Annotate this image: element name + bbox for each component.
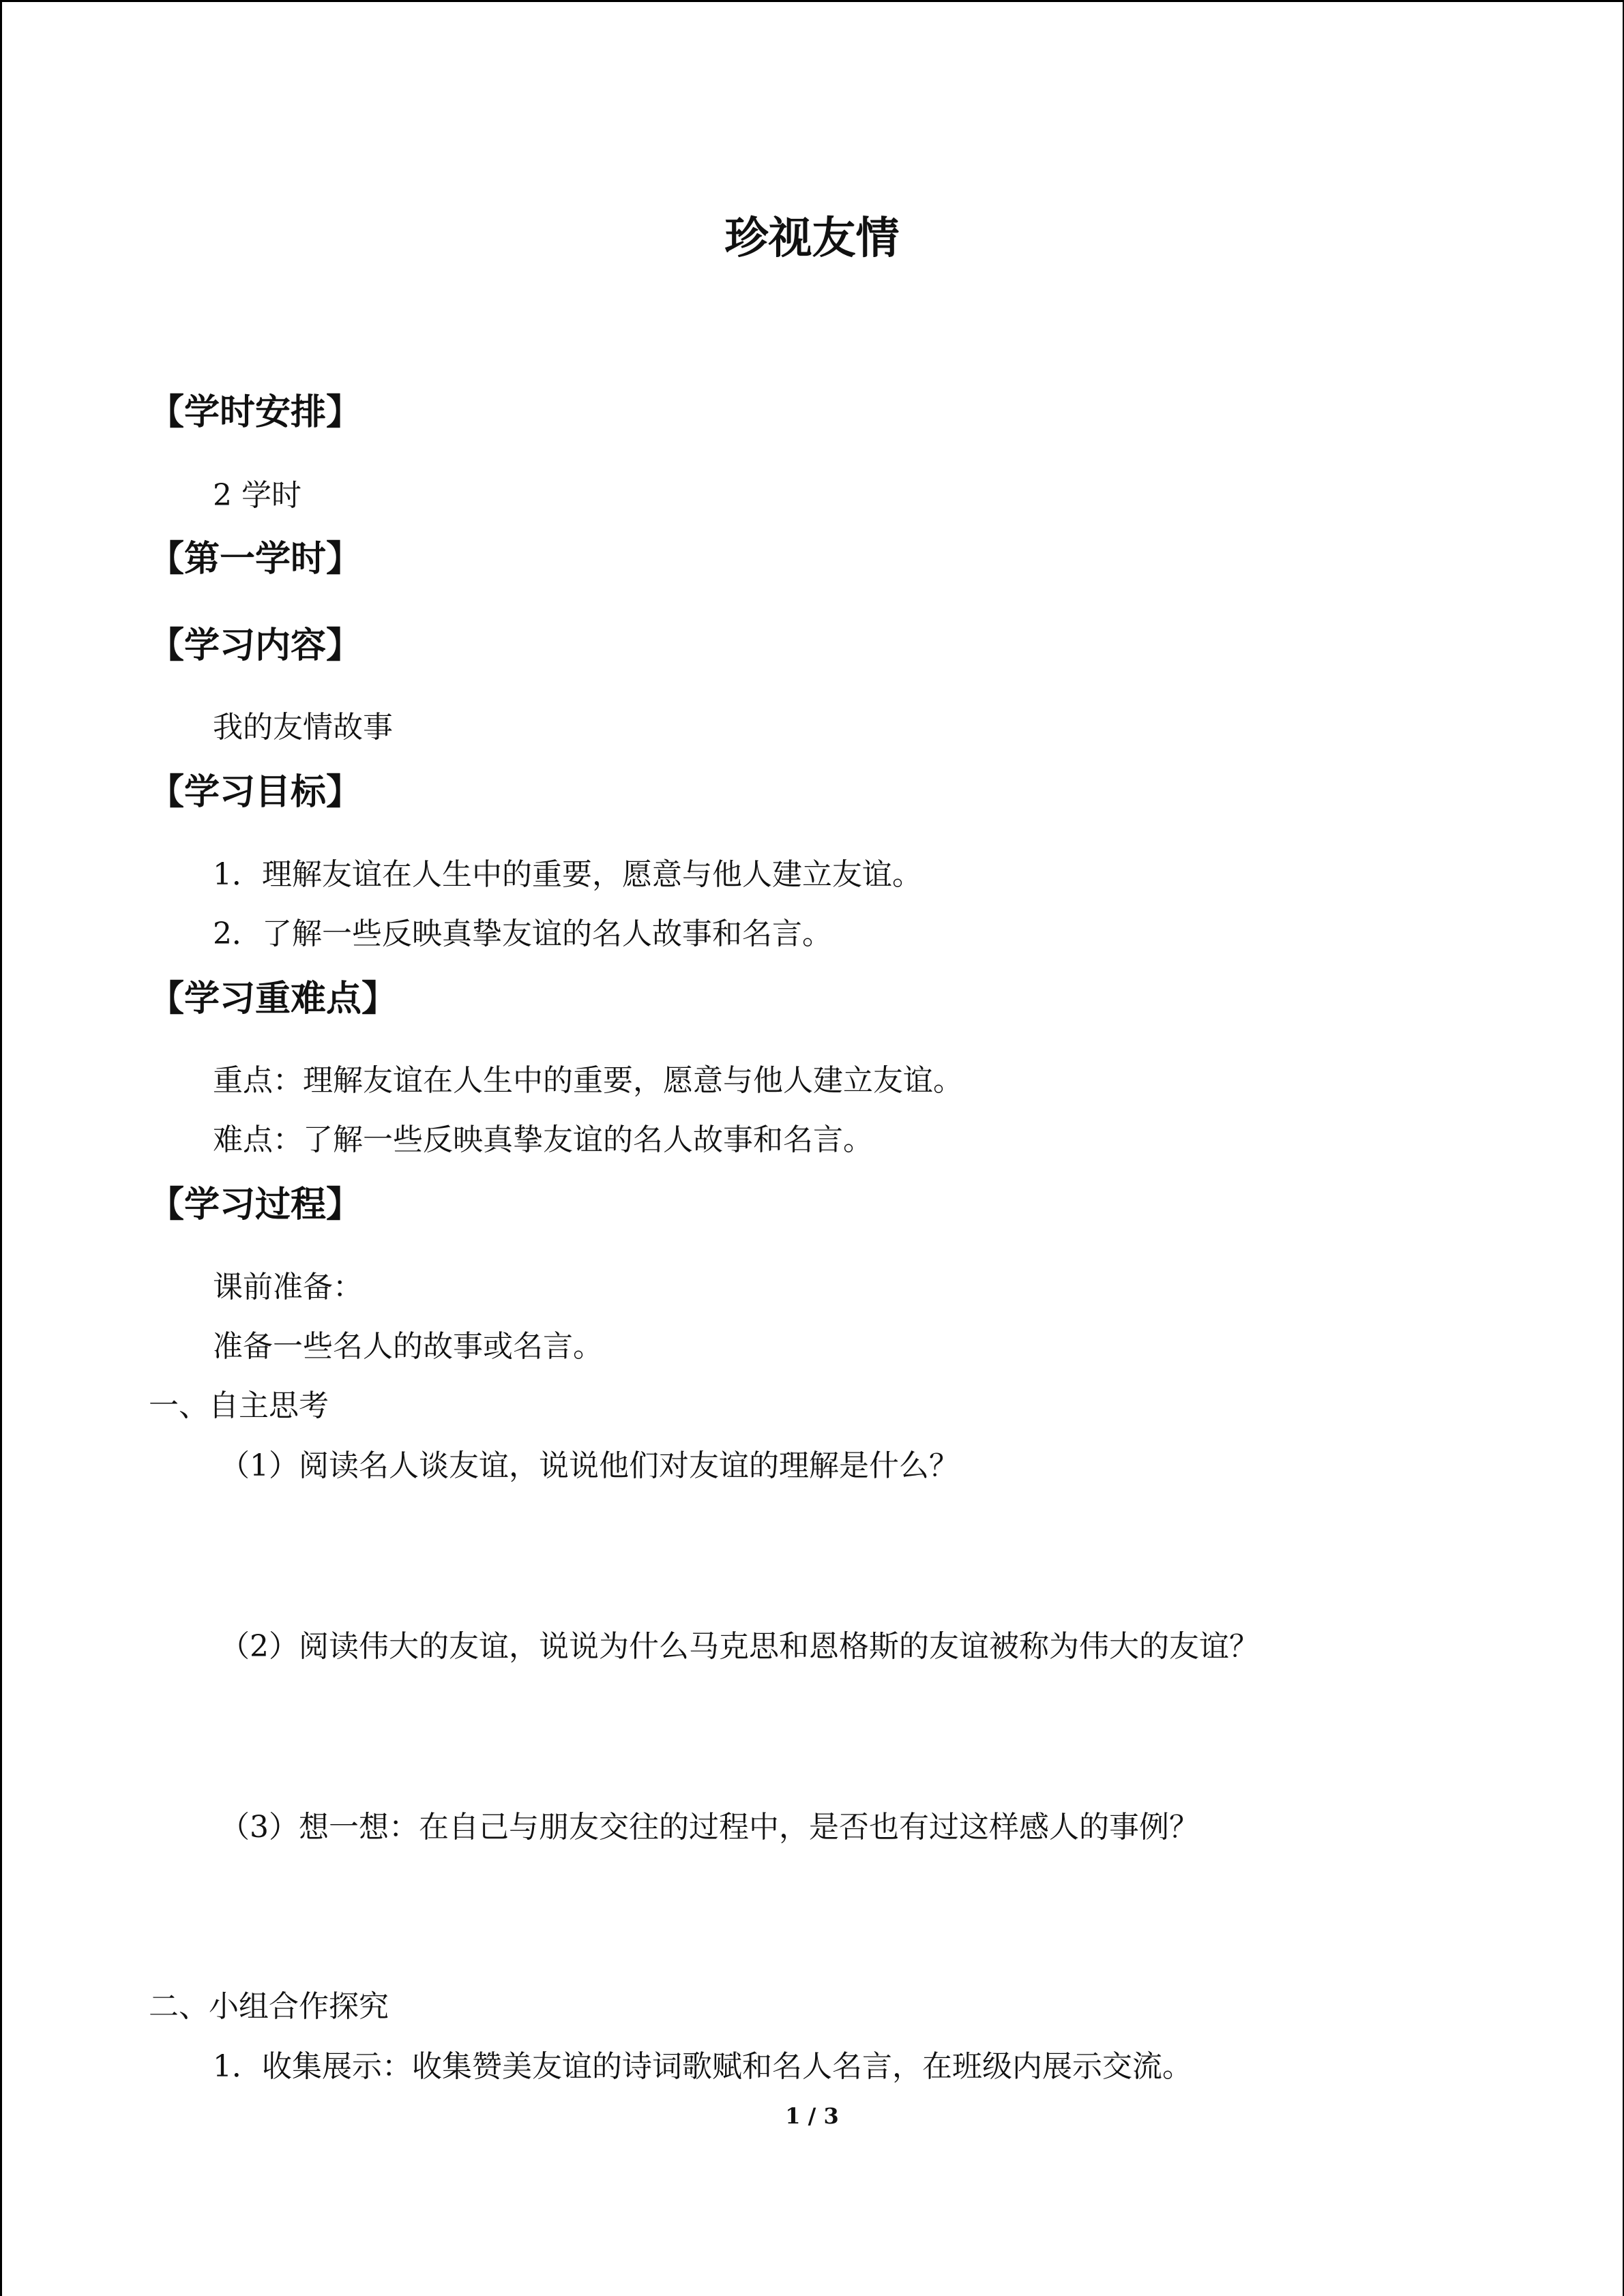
question-item: （1）阅读名人谈友谊，说说他们对友谊的理解是什么？ — [220, 1448, 959, 1483]
preparation-text: 准备一些名人的故事或名言。 — [213, 1329, 603, 1364]
heading-content: 【学习内容】 — [149, 625, 362, 666]
preparation-label: 课前准备： — [213, 1270, 363, 1304]
heading-first-period: 【第一学时】 — [149, 539, 362, 580]
heading-schedule: 【学时安排】 — [149, 392, 362, 433]
document-title: 珍视友情 — [724, 213, 900, 264]
content-text: 我的友情故事 — [213, 710, 393, 745]
question-item: （3）想一想：在自己与朋友交往的过程中，是否也有过这样感人的事例？ — [220, 1810, 1199, 1845]
question-item: （2）阅读伟大的友谊，说说为什么马克思和恩格斯的友谊被称为伟大的友谊？ — [220, 1629, 1259, 1664]
heading-key-points: 【学习重难点】 — [149, 979, 398, 1019]
schedule-text: 2 学时 — [213, 478, 301, 513]
difficult-point-text: 难点：了解一些反映真挚友谊的名人故事和名言。 — [213, 1122, 873, 1157]
objective-item: 2．了解一些反映真挚友谊的名人故事和名言。 — [213, 916, 832, 951]
heading-process: 【学习过程】 — [149, 1184, 362, 1225]
page-number: 1 / 3 — [785, 2103, 839, 2129]
part2-title: 二、小组合作探究 — [149, 1989, 389, 2024]
part2-item: 1．收集展示：收集赞美友谊的诗词歌赋和名人名言，在班级内展示交流。 — [213, 2049, 1192, 2084]
key-point-text: 重点：理解友谊在人生中的重要，愿意与他人建立友谊。 — [213, 1063, 963, 1098]
objective-item: 1．理解友谊在人生中的重要，愿意与他人建立友谊。 — [213, 857, 922, 892]
part1-title: 一、自主思考 — [149, 1388, 329, 1423]
heading-objectives: 【学习目标】 — [149, 772, 362, 813]
